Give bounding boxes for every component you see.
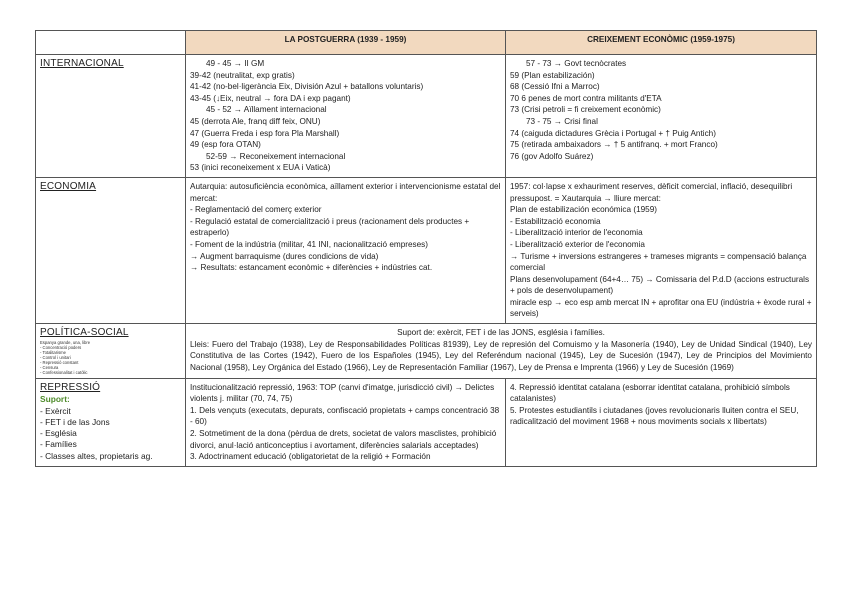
header-blank-cell [36, 31, 186, 55]
list-item: 75 (retirada ambaixadors → † 5 antifranq. + mort Franco) [510, 140, 718, 150]
list-item: 41-42 (no-bel·ligerància Eix, División Azul + batallons voluntaris) [190, 82, 424, 92]
row-title-cell-economia [36, 177, 186, 323]
list-item: Plans desenvolupament (64+4… 75) → Comissaria del P.d.D (accions estructurals + pols de desenvolupament) [510, 274, 810, 296]
row-title-cell-internacional [36, 55, 186, 178]
header-row [36, 31, 817, 55]
economia-creixement-cell [506, 177, 817, 323]
list-item: 45 (derrota Ale, franq diff feix, ONU) [190, 116, 321, 126]
politica-content-cell [186, 324, 817, 379]
list-item: 47 (Guerra Freda i esp fora Pla Marshall) [190, 128, 340, 138]
list-item: 2. Sotmetiment de la dona (pèrdua de drets, societat de valors masclistes, prohibició divorci, anul·lació anticonceptius i avortament, diferències salarials acceptades) [190, 429, 497, 450]
row-repressio [36, 378, 817, 466]
list-item: Institucionalització repressió, 1963: TOP (canvi d'imatge, jurisdicció civil) → Delictes violents j. militar (70, 74, 75) [190, 382, 495, 404]
list-item: miracle esp → eco esp amb mercat IN + aprofitar ona EU (indústria + èxode rural + serveis) [510, 297, 812, 319]
repressio-postguerra-cell [186, 378, 506, 466]
row-economia [36, 177, 817, 323]
politica-subitem: - Confessionalitat i catòlic [40, 369, 88, 375]
repressio-support-item: - Exèrcit [40, 405, 71, 416]
internacional-postguerra-cell [186, 55, 506, 178]
list-item: 74 (caiguda dictadures Grècia i Portugal + † Puig Antich) [510, 128, 716, 138]
list-item: Autarquia: autosuficiència econòmica, aïllament exterior i intervencionisme estatal del mercat: [190, 181, 501, 203]
list-item: Plan de estabilización económica (1959) [510, 205, 658, 215]
list-item: 4. Repressió identitat catalana (esborrar identitat catalana, prohibició símbols catalanistes) [510, 382, 790, 404]
repressio-support-item: - Classes altes, propietaris ag. [40, 450, 153, 461]
list-item: 3. Adoctrinament educació (obligatorietat de la religió + Formación [190, 452, 431, 462]
row-title-cell-repressio [36, 378, 186, 466]
list-item: 1957: col·lapse x exhauriment reserves, dèficit comercial, inflació, desequilibri pressupost. = Xautarquia → lliure mercat: [510, 181, 793, 203]
politica-support-text: Suport de: exèrcit, FET i de las JONS, església i famílies. [397, 328, 605, 338]
politica-laws-text: Lleis: Fuero del Trabajo (1938), Ley de Responsabilidades Políticas 81939), Ley de represión del Comuismo y la Masonería (1940), Ley de Unidad Sindical (1940), Ley Constitutiva de las Cortes (1942), Fuero de los Españoles (1945), Ley del Referéndum nacional (1945), Ley de Sucesión (1947), Ley de Principios del Movimiento Nacional (1958), Ley Orgánica del Estado (1966), Ley de Representación Familiar (1967), Ley de Prensa e Imprenta (1966) y Ley de Sucesión (1969) [190, 339, 812, 372]
list-item: - Liberalització interior de l'economia [510, 228, 643, 238]
politica-subitem: - Concentració poders [40, 344, 82, 350]
list-item: 70 6 penes de mort contra militants d'ETA [510, 93, 662, 103]
list-item: - Foment de la indústria (militar, 41 INI, nacionalització empreses) [190, 239, 428, 249]
list-item: 49 - 45 → II GM [206, 59, 265, 68]
list-item: → Resultats: estancament econòmic + diferències + indústries cat. [190, 263, 433, 273]
repressio-support-item: - Famílies [40, 439, 77, 450]
list-item: - Liberalització exterior de l'economia [510, 239, 645, 249]
economia-postguerra-cell [186, 177, 506, 323]
politica-subitem: - Censura [40, 364, 59, 370]
list-item: 45 - 52 → Aïllament internacional [206, 105, 327, 115]
list-item: 39-42 (neutralitat, exp gratis) [190, 70, 295, 80]
row-title-politica: POLÍTICA-SOCIAL [40, 327, 129, 339]
list-item: 43-45 (↓Eix, neutral → fora DA i exp pagant) [190, 93, 351, 103]
row-title-cell-politica [36, 324, 186, 379]
list-item: 1. Dels vençuts (executats, depurats, confiscació propietats + camps concentració 38 - 60) [190, 405, 500, 427]
header-postguerra: LA POSTGUERRA (1939 - 1959) [186, 31, 506, 55]
repressio-support-item: - FET i de las Jons [40, 417, 110, 428]
internacional-creixement-cell [506, 55, 817, 178]
list-item: - Estabilització economia [510, 216, 601, 226]
politica-subitem: - Totalitarisme [40, 349, 66, 355]
list-item: 53 (inici reconeixement x EUA i Vaticà) [190, 163, 331, 173]
list-item: → Turisme + inversions estrangeres + trameses migrants = compensació balança comercial [510, 251, 807, 273]
row-politica-social [36, 324, 817, 379]
repressio-support-label: Suport: [40, 394, 70, 405]
politica-subitem: - Control i unitari [40, 354, 71, 360]
row-title-repressio: REPRESSIÓ [40, 381, 101, 393]
list-item: 59 (Plan estabilización) [510, 70, 595, 80]
history-table [35, 30, 817, 467]
list-item: 76 (gov Adolfo Suárez) [510, 151, 594, 161]
list-item: 73 - 75 → Crisi final [526, 116, 598, 126]
politica-subitem: Espanya grande, una, libre [40, 339, 91, 345]
list-item: → Augment barraquisme (dures condicions de vida) [190, 251, 379, 261]
header-creixement: CREIXEMENT ECONÒMIC (1959-1975) [506, 31, 817, 55]
list-item: 5. Protestes estudiantils i ciutadanes (joves revolucionaris lluiten contra el SEU, radicalització del moviment 1968 + nous moviments socials x llibertats) [510, 405, 799, 427]
list-item: 73 (Crisi petroli = fi creixement econòmic) [510, 105, 661, 115]
repressio-support-item: - Església [40, 428, 77, 439]
row-title-economia: ECONOMIA [40, 180, 97, 192]
list-item: 52-59 → Reconeixement internacional [206, 151, 346, 161]
list-item: - Reglamentació del comerç exterior [190, 205, 322, 215]
list-item: 49 (esp fora OTAN) [190, 140, 261, 150]
list-item: 57 - 73 → Govt tecnòcrates [526, 59, 627, 68]
row-title-internacional: INTERNACIONAL [40, 58, 124, 69]
list-item: 68 (Cessió Ifni a Marroc) [510, 82, 600, 92]
politica-subitem: - Repressió constant [40, 359, 79, 365]
row-internacional [36, 55, 817, 178]
repressio-creixement-cell [506, 378, 817, 466]
list-item: - Regulació estatal de comercialització i preus (racionament dels productes + estraperlo) [190, 216, 470, 238]
